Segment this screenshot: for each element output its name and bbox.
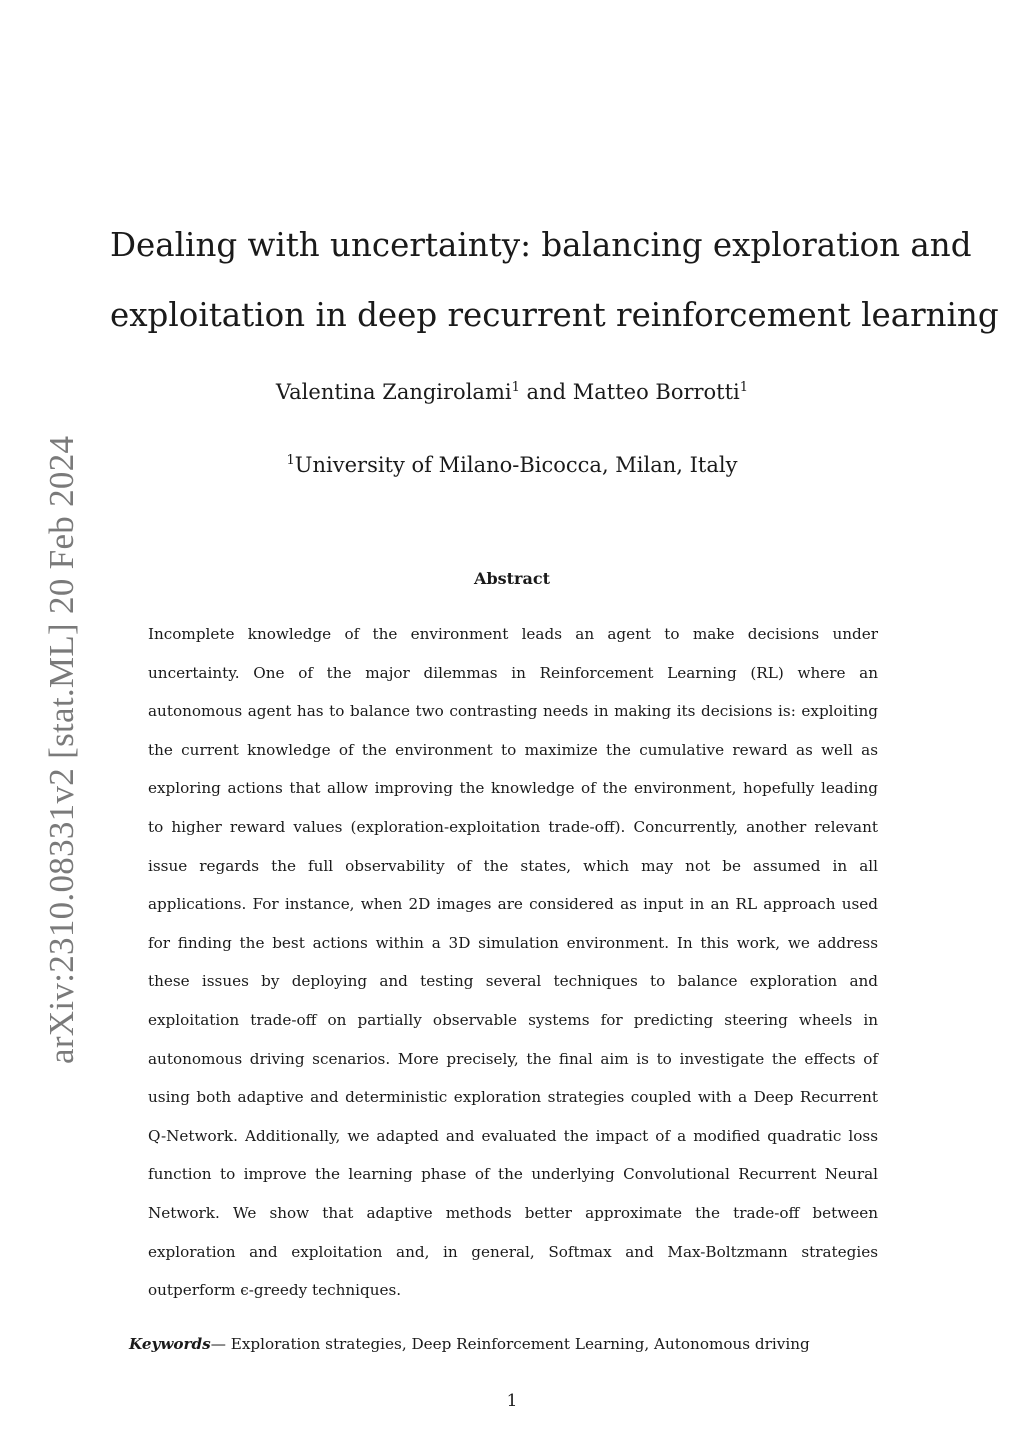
arxiv-identifier-stamp[interactable]: arXiv:2310.08331v2 [stat.ML] 20 Feb 2024 [42,435,81,1064]
keywords [129,1330,889,1358]
affiliation-mark: 1 [511,380,520,395]
keywords-dash: — [210,1335,231,1353]
affiliation [110,448,914,486]
author-list [110,375,914,413]
affiliation-mark: 1 [739,380,749,395]
author-name: Valentina Zangirolami [275,380,512,404]
affiliation-mark: 1 [286,453,295,468]
page-number: 1 [506,1391,518,1411]
paper-title [110,210,999,350]
abstract-body: Incomplete knowledge of the environment leads an agent to make decisions under uncertainty. One of the major dilemmas in Reinforcement Learning (RL) where an autonomous agent has to balance two contrasting needs in making its decisions is: exploiting the current knowledge of the environment to maximize the cumulative reward as well as exploring actions that allow improving the knowledge of the environment, hopefully leading to higher reward values (exploration-exploitation trade-off). Concurrently, another relevant issue regards the full observability of the states, which may not be assumed in all applications. For instance, when 2D images are considered as input in an RL approach used for finding the best actions within a 3D simulation environment. In this work, we address these issues by deploying and testing several techniques to balance exploration and exploitation trade-off on partially observable systems for predicting steering wheels in autonomous driving scenarios. More precisely, the final aim is to investigate the effects of using both adaptive and deterministic exploration strategies coupled with a Deep Recurrent Q-Network. Additionally, we adapted and evaluated the impact of a modified quadratic loss function to improve the learning phase of the underlying Convolutional Recurrent Neural Network. We show that adaptive methods better approximate the trade-off between exploration and exploitation and, in general, Softmax and Max-Boltzmann strategies outperform ϵ-greedy techniques. [148,625,878,1300]
affiliation-text: University of Milano-Bicocca, Milan, Italy [294,453,738,477]
title-line-1: Dealing with uncertainty: balancing exploration and [110,226,972,264]
abstract-heading: Abstract [474,569,550,588]
author-name: Matteo Borrotti [572,380,740,404]
title-line-2: exploitation in deep recurrent reinforcement learning [110,296,999,334]
author-separator: and [526,380,567,404]
keywords-label: Keywords [129,1335,211,1353]
keywords-text: Exploration strategies, Deep Reinforcement Learning, Autonomous driving [230,1335,810,1353]
